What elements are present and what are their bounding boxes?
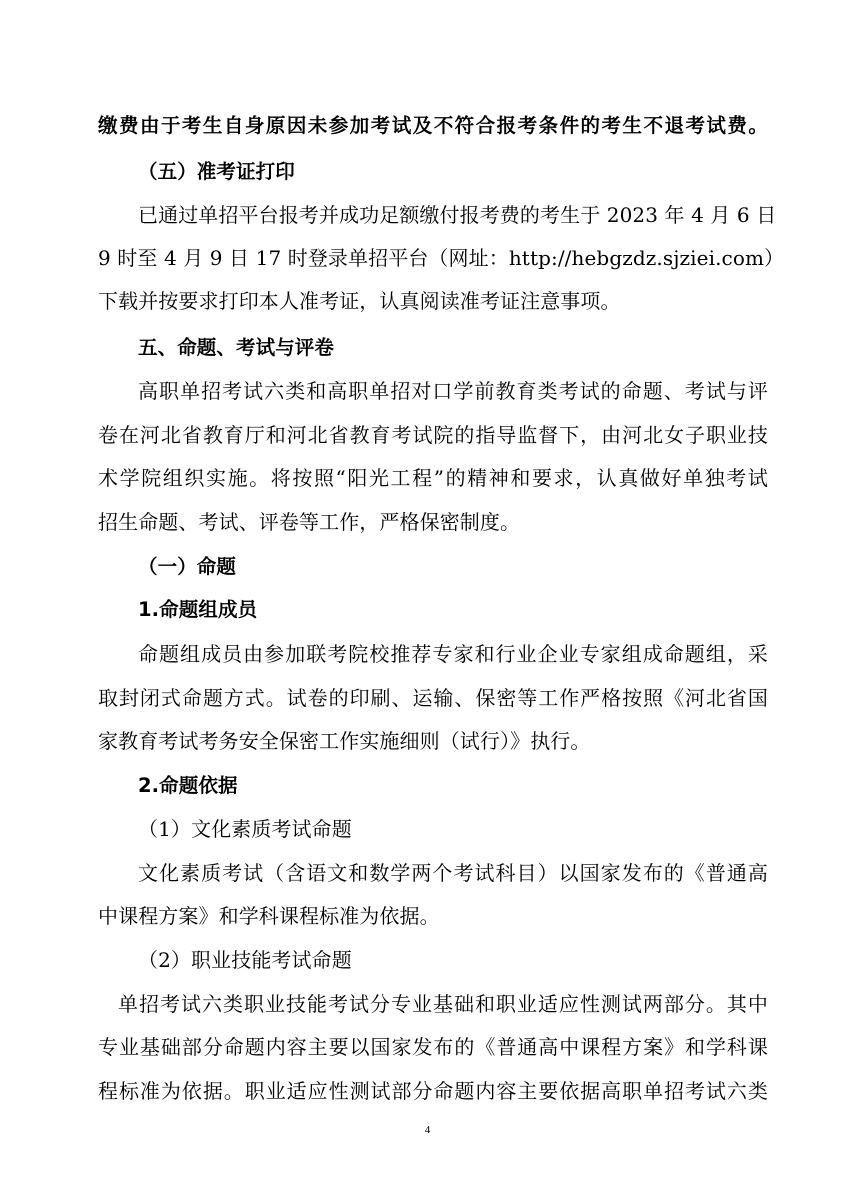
paragraph-line: 文化素质考试（含语文和数学两个考试科目）以国家发布的《普通高 xyxy=(138,861,768,885)
paragraph-line: 卷在河北省教育厅和河北省教育考试院的指导监督下，由河北女子职业技 xyxy=(98,423,768,447)
paragraph-line: 下载并按要求打印本人准考证，认真阅读准考证注意事项。 xyxy=(98,289,621,313)
paragraph-line: 缴费由于考生自身原因未参加考试及不符合报考条件的考生不退考试费。 xyxy=(98,114,768,137)
paragraph-line: 高职单招考试六类和高职单招对口学前教育类考试的命题、考试与评 xyxy=(138,379,768,403)
paragraph-line: 家教育考试考务安全保密工作实施细则（试行）》执行。 xyxy=(98,729,591,753)
paragraph-line: 单招考试六类职业技能考试分专业基础和职业适应性测试两部分。其中 xyxy=(118,992,768,1016)
page-number: 4 xyxy=(424,1124,431,1136)
section-heading: 五、命题、考试与评卷 xyxy=(138,336,335,359)
paragraph-line: 9 时至 4 月 9 日 17 时登录单招平台（网址：http://hebgzdz.sjziei.com） xyxy=(98,246,785,270)
paragraph-line: 取封闭式命题方式。试卷的印刷、运输、保密等工作严格按照《河北省国 xyxy=(98,686,768,710)
paragraph-line: 已通过单招平台报考并成功足额缴付报考费的考生于 2023 年 4 月 6 日 xyxy=(138,203,777,227)
paragraph-line: 术学院组织实施。将按照“阳光工程”的精神和要求，认真做好单独考试 xyxy=(98,466,768,490)
section-heading: （五）准考证打印 xyxy=(138,160,295,183)
paragraph-line: 程标准为依据。职业适应性测试部分命题内容主要依据高职单招考试六类 xyxy=(98,1079,768,1103)
paragraph-line: （2）职业技能考试命题 xyxy=(138,948,352,972)
section-heading: 2.命题依据 xyxy=(138,774,238,797)
paragraph-line: 命题组成员由参加联考院校推荐专家和行业企业专家组成命题组，采 xyxy=(138,642,768,666)
paragraph-line: （1）文化素质考试命题 xyxy=(138,817,352,841)
paragraph-line: 招生命题、考试、评卷等工作，严格保密制度。 xyxy=(98,510,521,534)
section-heading: 1.命题组成员 xyxy=(138,598,258,621)
section-heading: （一）命题 xyxy=(138,555,237,578)
paragraph-line: 中课程方案》和学科课程标准为依据。 xyxy=(98,904,440,928)
paragraph-line: 专业基础部分命题内容主要以国家发布的《普通高中课程方案》和学科课 xyxy=(98,1035,768,1059)
